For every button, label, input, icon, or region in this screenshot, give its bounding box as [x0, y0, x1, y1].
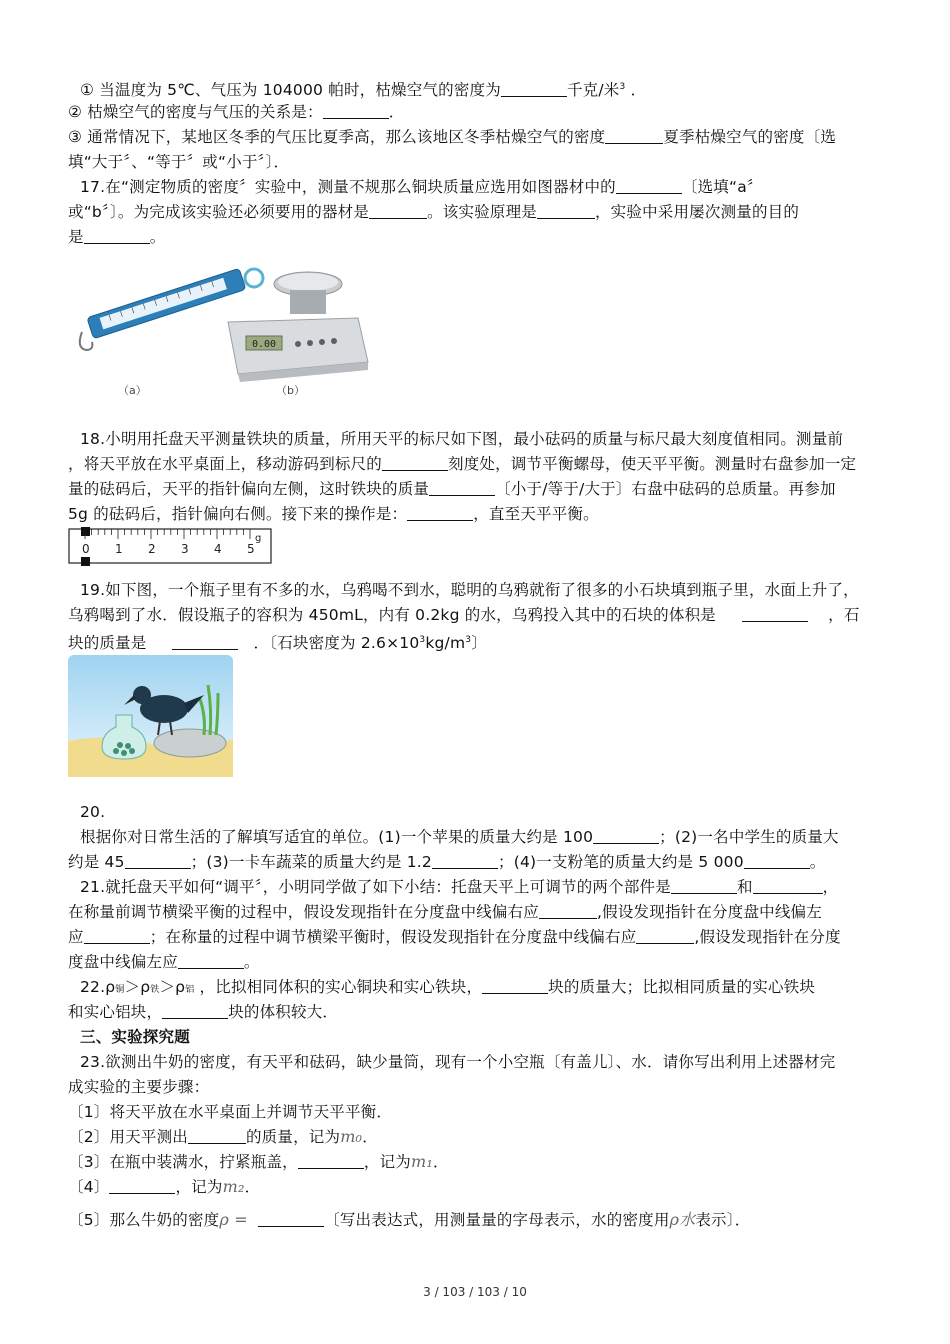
q19-line-2 [68, 603, 888, 627]
electronic-balance-icon [228, 272, 368, 382]
text: 块的体积较大． [228, 1003, 339, 1021]
answer-blank[interactable] [382, 454, 448, 471]
formula-m2: m₂ [222, 1177, 245, 1196]
text: ． [432, 1153, 449, 1171]
answer-blank[interactable] [501, 80, 567, 97]
answer-blank[interactable] [537, 202, 595, 219]
text: 是 [68, 228, 84, 246]
q18-line-3 [68, 477, 888, 501]
text: 5g 的砝码后，指针偏向右侧。接下来的操作是： [68, 505, 408, 523]
text: ，比拟相同体积的实心铜块和实心铁块， [199, 978, 483, 996]
text: 用天平测出 [109, 1128, 188, 1146]
text: 在称量前调节横梁平衡的过程中，假设发现指针在分度盘中线偏右应 [68, 903, 540, 921]
superscript: 3 [465, 635, 472, 645]
q19-line-1 [80, 578, 900, 602]
q20-line-1 [80, 825, 900, 849]
q17-line-3 [68, 225, 888, 249]
figure-label-b: （b） [276, 384, 305, 397]
text: 那么牛奶的密度 [109, 1211, 220, 1229]
answer-blank[interactable] [109, 1177, 175, 1194]
ruler-unit: g [255, 533, 262, 544]
q16-line-4 [68, 150, 888, 174]
text: ＞ρ [124, 978, 151, 996]
text: ，直至天平平衡。 [473, 505, 599, 523]
text: ,假设发现指针在分度 [694, 928, 841, 946]
q18-line-1 [80, 427, 900, 451]
text: ． [388, 103, 405, 121]
text: ③ 通常情况下，某地区冬季的气压比夏季高，那么该地区冬季枯燥空气的密度 [68, 128, 606, 146]
text: 〔选填“a〞 [681, 178, 763, 196]
text: 成实验的主要步骤： [68, 1078, 210, 1096]
text: 〔写出表达式，用测量量的字母表示，水的密度用 [324, 1211, 670, 1229]
superscript: 3 [419, 635, 426, 645]
slider-rider[interactable] [81, 527, 90, 536]
text: 。 [243, 953, 260, 971]
text: ，实验中采用屡次测量的目的 [594, 203, 800, 221]
step-number: 〔5〕 [68, 1211, 110, 1229]
text: 21.就托盘天平如何“调平〞，小明同学做了如下小结：托盘天平上可调节的两个部件是 [80, 878, 671, 896]
q17-figure [68, 262, 378, 402]
text: 17.在“测定物质的密度〞实验中，测量不规那么铜块质量应选用如图器材中的 [80, 178, 616, 196]
text: 应 [68, 928, 84, 946]
text: 18.小明用托盘天平测量铁块的质量，所用天平的标尺如下图，最小砝码的质量与标尺最大刻度值相同。测量前 [80, 430, 844, 448]
answer-blank[interactable] [744, 852, 810, 869]
text: ；在称量的过程中调节横梁平衡时，假设发现指针在分度盘中线偏右应 [149, 928, 637, 946]
text: kg/m [425, 634, 466, 652]
answer-blank[interactable] [636, 927, 694, 944]
text: 乌鸦喝到了水．假设瓶子的容积为 450mL，内有 0.2kg 的水，乌鸦投入其中的石块的体积是 [68, 606, 716, 624]
figure-label-a: （a） [118, 384, 147, 397]
slider-rider-bottom [81, 557, 90, 566]
text: ；(4)一支粉笔的质量大约是 5 000 [498, 853, 744, 871]
text: 22.ρ [80, 978, 116, 996]
text: 19.如下图，一个瓶子里有不多的水，乌鸦喝不到水，聪明的乌鸦就衔了很多的小石块填到瓶子里，水面上升了， [80, 581, 859, 599]
text: 在瓶中装满水，拧紧瓶盖， [109, 1153, 298, 1171]
text: ，石 [828, 606, 860, 624]
text: 约是 45 [68, 853, 125, 871]
q17-line-2 [68, 200, 888, 224]
answer-blank[interactable] [605, 127, 663, 144]
answer-blank[interactable] [753, 877, 823, 894]
q16-line-1 [80, 75, 900, 102]
answer-blank[interactable] [369, 202, 427, 219]
formula-m0: m₀ [340, 1127, 363, 1146]
q16-line-2 [68, 100, 888, 124]
text: 根据你对日常生活的了解填写适宜的单位。(1)一个苹果的质量大约是 100 [80, 828, 594, 846]
text: 夏季枯燥空气的密度〔选 [663, 128, 837, 146]
q21-line-3 [68, 925, 888, 949]
section-title [80, 1025, 900, 1049]
formula-rho: ρ = [219, 1210, 248, 1229]
ruler-tick-label: 0 [82, 542, 90, 556]
text: 的质量，记为 [245, 1128, 341, 1146]
step-number: 〔3〕 [68, 1153, 110, 1171]
text: 刻度处，调节平衡螺母，使天平平衡。测量时右盘参加一定 [448, 455, 857, 473]
answer-blank[interactable] [432, 852, 498, 869]
answer-blank[interactable] [671, 877, 737, 894]
q23-step-3 [68, 1150, 888, 1174]
page-number: 3 / 103 / 103 / 10 [423, 1285, 527, 1299]
q20-number [80, 800, 900, 824]
q18-line-2 [68, 452, 888, 476]
step-number: 〔4〕 [68, 1178, 110, 1196]
crow-bottle-illustration [68, 655, 233, 777]
text: 。该实验原理是 [427, 203, 537, 221]
text: ＞ρ [159, 978, 186, 996]
formula-m1: m₁ [410, 1152, 433, 1171]
text: 。 [809, 853, 826, 871]
superscript: 3 [619, 82, 626, 92]
q19-line-3 [68, 628, 888, 655]
text: ． [630, 81, 647, 99]
text: 千克/米 [566, 81, 620, 99]
text: ；(3)一卡车蔬菜的质量大约是 1.2 [190, 853, 432, 871]
ruler-tick-label: 2 [148, 542, 156, 556]
answer-blank[interactable] [125, 852, 191, 869]
answer-blank[interactable] [593, 827, 659, 844]
answer-blank[interactable] [178, 952, 244, 969]
q22-line-2 [68, 1000, 888, 1024]
text: ② 枯燥空气的密度与气压的关系是： [68, 103, 323, 121]
ruler-tick-label: 4 [214, 542, 222, 556]
q21-line-4 [68, 950, 888, 974]
text: ． [362, 1128, 378, 1146]
q23-step-1 [68, 1100, 888, 1124]
answer-blank[interactable] [429, 479, 495, 496]
answer-blank[interactable] [323, 102, 389, 119]
step-number: 〔2〕 [68, 1128, 110, 1146]
q16-line-3 [68, 125, 888, 149]
text: 。 [149, 228, 166, 246]
formula-rho-water: ρ水 [669, 1210, 696, 1229]
text: ， [822, 878, 839, 896]
text: 〕 [471, 634, 487, 652]
text: 度盘中线偏左应 [68, 953, 178, 971]
text: 量的砝码后，天平的指针偏向左侧，这时铁块的质量 [68, 480, 430, 498]
answer-blank[interactable] [172, 633, 238, 650]
text: 三、实验探究题 [80, 1028, 190, 1046]
text: 填“大于〞、“等于〞或“小于〞〕． [68, 153, 290, 171]
q17-line-1 [80, 175, 900, 199]
q23-line-1 [80, 1050, 900, 1074]
text: 23.欲测出牛奶的密度，有天平和砝码，缺少量筒，现有一个小空瓶〔有盖儿〕、水．请你写出利用上述器材完 [80, 1053, 836, 1071]
text: 将天平放在水平桌面上并调节天平平衡． [109, 1103, 393, 1121]
text: ,假设发现指针在分度盘中线偏左 [597, 903, 822, 921]
answer-blank[interactable] [539, 902, 597, 919]
ruler-tick-label: 1 [115, 542, 123, 556]
text: ；(2)一名中学生的质量大 [659, 828, 839, 846]
text: 块的质量是 [68, 634, 147, 652]
text: ． [244, 1178, 261, 1196]
q23-step-4 [68, 1175, 888, 1199]
q20-line-2 [68, 850, 888, 874]
text: ．〔石块密度为 2.6×10 [253, 634, 420, 652]
subscript: 铁 [150, 985, 160, 995]
answer-blank[interactable] [407, 504, 473, 521]
text: 和实心铝块， [68, 1003, 163, 1021]
text: 20. [80, 803, 106, 821]
answer-blank[interactable] [84, 227, 150, 244]
text: ，将天平放在水平桌面上，移动游码到标尺的 [68, 455, 383, 473]
answer-blank[interactable] [742, 605, 808, 622]
answer-blank[interactable] [258, 1210, 324, 1227]
ruler-tick-label: 3 [181, 542, 189, 556]
answer-blank[interactable] [482, 977, 548, 994]
q23-line-2 [68, 1075, 888, 1099]
answer-blank[interactable] [616, 177, 682, 194]
q21-line-1 [80, 875, 900, 899]
q18-line-4 [68, 502, 888, 526]
q22-line-1 [80, 975, 900, 1002]
answer-blank[interactable] [162, 1002, 228, 1019]
subscript: 铝 [185, 985, 195, 995]
q23-step-2 [68, 1125, 888, 1149]
answer-blank[interactable] [84, 927, 150, 944]
answer-blank[interactable] [298, 1152, 364, 1169]
text: 块的质量大；比拟相同质量的实心铁块 [548, 978, 816, 996]
text: 〔小于/等于/大于〕右盘中砝码的总质量。再参加 [495, 480, 836, 498]
answer-blank[interactable] [188, 1127, 246, 1144]
balance-ruler [68, 526, 274, 568]
step-number: 〔1〕 [68, 1103, 110, 1121]
text: ，记为 [175, 1178, 223, 1196]
subscript: 铜 [115, 985, 125, 995]
text: 或“b〞〕。为完成该实验还必须要用的器材是 [68, 203, 370, 221]
text: 表示〕． [695, 1211, 751, 1229]
text: 和 [736, 878, 753, 896]
balance-display: 0.00 [252, 339, 277, 350]
text: ，记为 [363, 1153, 411, 1171]
q21-line-2 [68, 900, 888, 924]
text: ① 当温度为 5℃、气压为 104000 帕时，枯燥空气的密度为 [80, 81, 501, 99]
q23-step-5 [68, 1208, 888, 1232]
ruler-tick-label: 5 [247, 542, 255, 556]
